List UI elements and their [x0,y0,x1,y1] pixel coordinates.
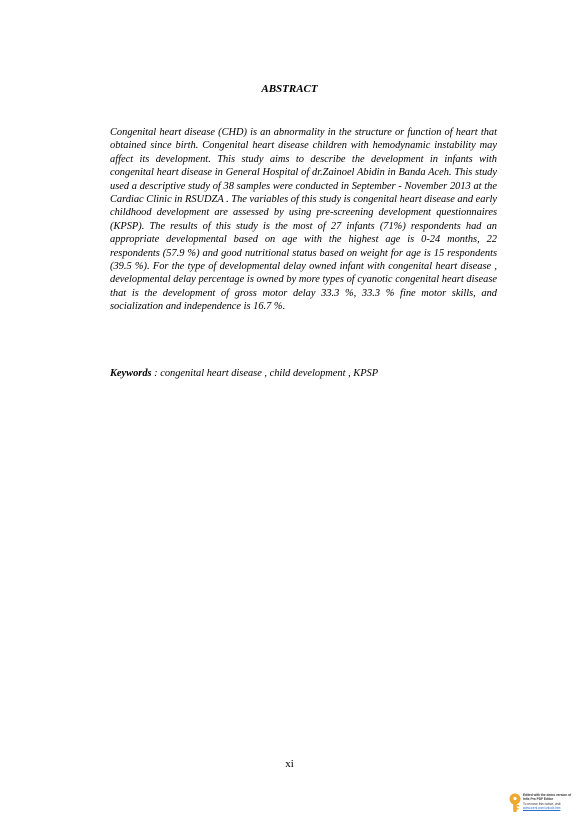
keywords-label: Keywords [110,368,152,379]
keywords-text: : congenital heart disease , child development , KPSP [151,368,379,379]
infix-logo-icon [508,792,522,816]
watermark-line-1: Edited with the demo version of [523,793,572,797]
keywords-line [110,367,497,380]
watermark-line-3: To remove this notice, visit: [523,802,562,807]
abstract-title: ABSTRACT [261,83,318,95]
watermark-text [523,793,575,810]
watermark-line-2: Infix Pro PDF Editor [523,797,554,802]
editor-watermark-badge [508,792,574,816]
watermark-link[interactable]: www.iceni.com/unlock.htm [523,806,561,811]
page-number: xi [285,758,294,770]
abstract-body: Congenital heart disease (CHD) is an abnormality in the structure or function of heart that obtained since birth. Congenital heart disease children with hemodynamic instability may affect its development. This study aims to describe the development in infants with congenital heart disease in General Hospital of dr.Zainoel Abidin in Banda Aceh. This study used a descriptive study of 38 samples were conducted in September - November 2013 at the Cardiac Clinic in RSUDZA . The variables of this study is congenital heart disease and early childhood development are assessed by using pre-screening development questionnaires (KPSP). The results of this study is the most of 27 infants (71%) respondents had an appropriate developmental based on age with the highest age is 0-24 months, 22 respondents (57.9 %) and good nutritional status based on weight for age is 15 respondents (39.5 %). For the type of developmental delay owned infant with congenital heart disease , developmental delay percentage is owned by more types of cyanotic congenital heart disease that is the development of gross motor delay 33.3 %, 33.3 % fine motor skills, and socialization and independence is 16.7 %. [110,127,497,313]
